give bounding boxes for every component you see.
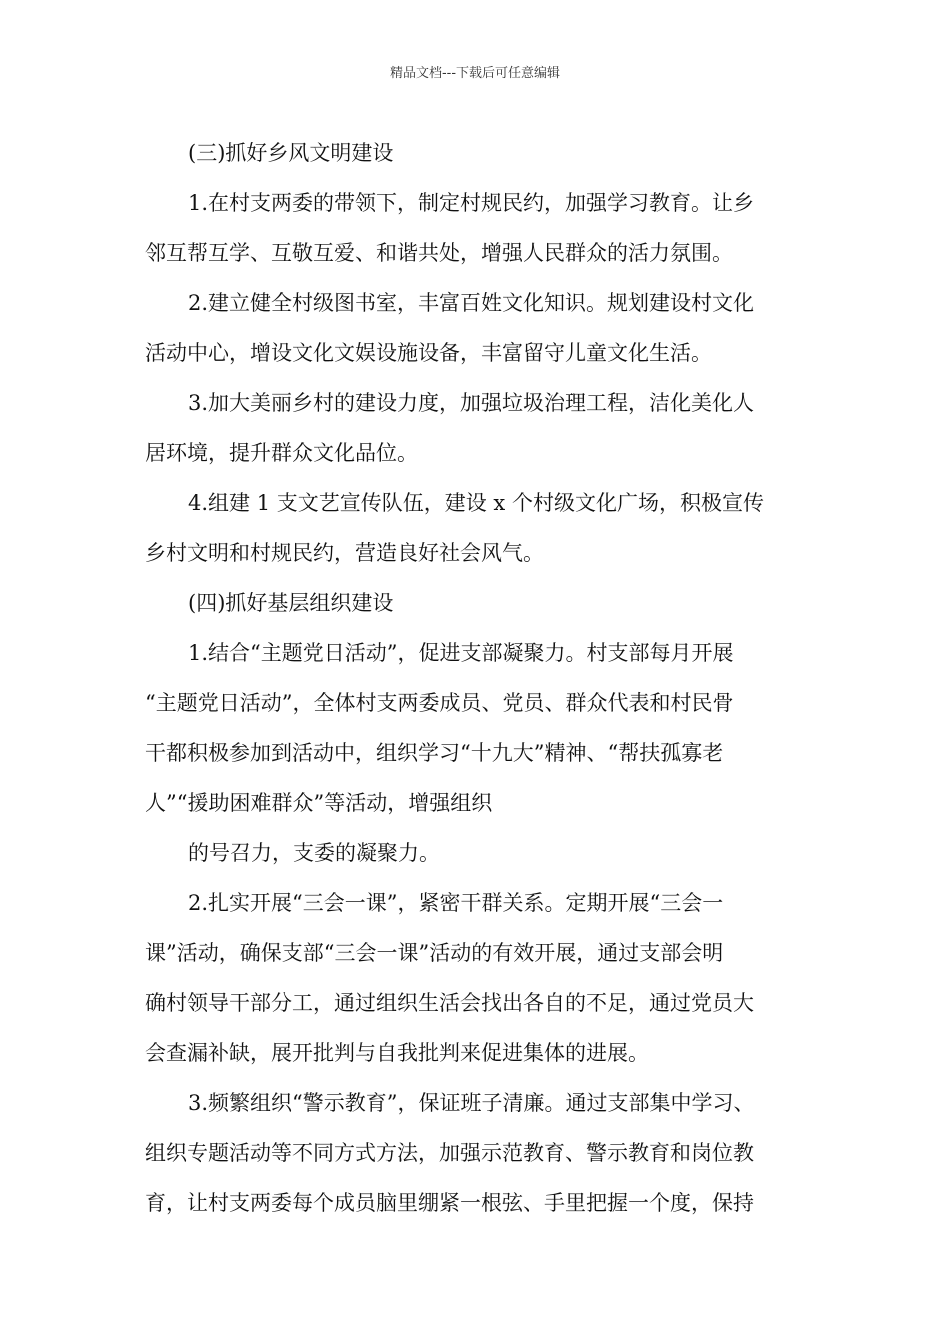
paragraph-line: 的号召力，支委的凝聚力。 [188, 841, 440, 865]
paragraph-line: 居环境，提升群众文化品位。 [145, 441, 418, 465]
paragraph-line: 邻互帮互学、互敬互爱、和谐共处，增强人民群众的活力氛围。 [145, 241, 733, 265]
paragraph-line: 组织专题活动等不同方式方法，加强示范教育、警示教育和岗位教 [145, 1141, 754, 1165]
paragraph-line: “主题党日活动”，全体村支两委成员、党员、群众代表和村民骨 [145, 691, 734, 715]
page-header: 精品文档---下载后可任意编辑 [389, 66, 561, 81]
paragraph-line: 4.组建 1 支文艺宣传队伍，建设 x 个村级文化广场，积极宣传 [188, 491, 764, 515]
paragraph-line: 2.扎实开展“三会一课”，紧密干群关系。定期开展“三会一 [188, 891, 724, 915]
paragraph-line: 3.频繁组织“警示教育”，保证班子清廉。通过支部集中学习、 [188, 1091, 755, 1115]
paragraph-line: 干都积极参加到活动中，组织学习“十九大”精神、“帮扶孤寡老 [145, 741, 724, 765]
paragraph-line: 乡村文明和村规民约，营造良好社会风气。 [145, 541, 544, 565]
paragraph-line: 1.结合“主题党日活动”，促进支部凝聚力。村支部每月开展 [188, 641, 734, 665]
paragraph-line: 活动中心，增设文化文娱设施设备，丰富留守儿童文化生活。 [145, 341, 712, 365]
paragraph-line: 确村领导干部分工，通过组织生活会找出各自的不足，通过党员大 [145, 991, 754, 1015]
paragraph-line: 会查漏补缺，展开批判与自我批判来促进集体的进展。 [145, 1041, 649, 1065]
paragraph-line: 人”“援助困难群众”等活动，增强组织 [145, 791, 493, 815]
section-heading-4: (四)抓好基层组织建设 [188, 591, 394, 615]
paragraph-line: 3.加大美丽乡村的建设力度，加强垃圾治理工程，洁化美化人 [188, 391, 755, 415]
section-heading-3: (三)抓好乡风文明建设 [188, 141, 394, 165]
paragraph-line: 2.建立健全村级图书室，丰富百姓文化知识。规划建设村文化 [188, 291, 755, 315]
paragraph-line: 课”活动，确保支部“三会一课”活动的有效开展，通过支部会明 [145, 941, 724, 965]
document-body [145, 128, 825, 1228]
paragraph-line: 育，让村支两委每个成员脑里绷紧一根弦、手里把握一个度，保持 [145, 1191, 754, 1215]
paragraph-line: 1.在村支两委的带领下，制定村规民约，加强学习教育。让乡 [188, 191, 755, 215]
